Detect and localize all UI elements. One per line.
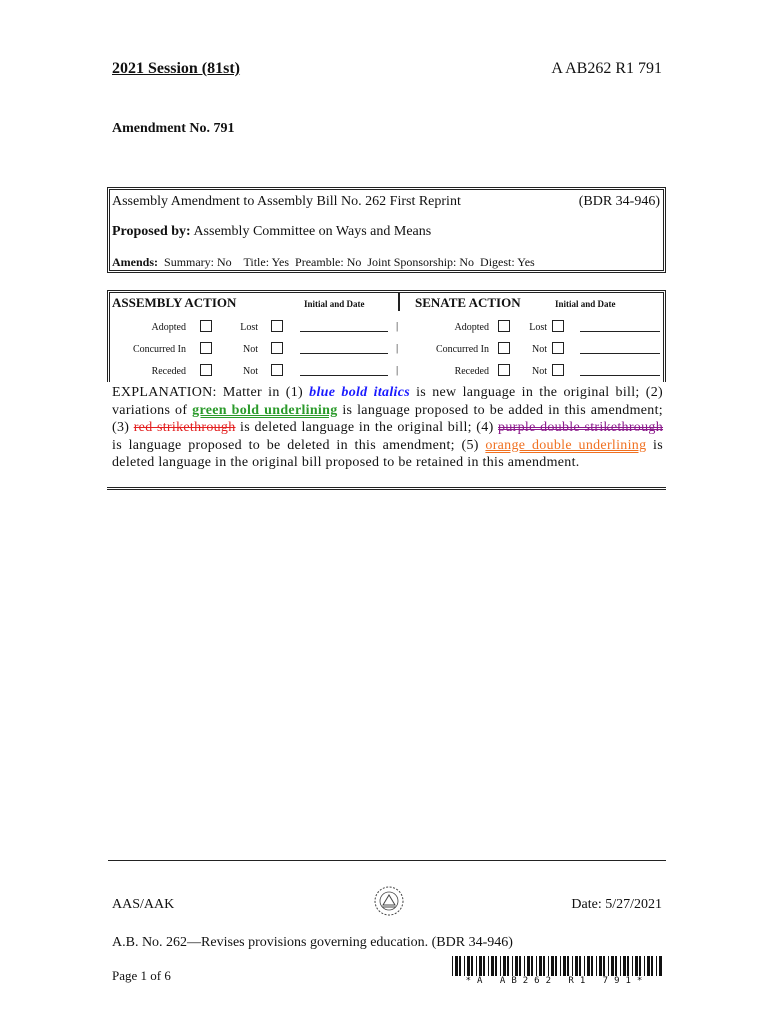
senate-initial-line	[580, 375, 660, 376]
document-code: A AB262 R1 791	[551, 60, 662, 77]
explanation-rule	[107, 487, 666, 491]
barcode-stripe	[459, 956, 461, 976]
senate-action-title: SENATE ACTION	[415, 295, 521, 310]
barcode-stripe	[584, 956, 585, 976]
orange-double-underline-sample: orange double underlining	[485, 437, 647, 453]
barcode-stripe	[464, 956, 465, 976]
barcode-icon	[452, 956, 662, 976]
explanation-text: is language proposed to be deleted in this amendment; (5)	[112, 437, 486, 453]
assembly-row-bar: |	[396, 364, 399, 376]
bill-description: A.B. No. 262—Revises provisions governing education. (BDR 34-946)	[112, 935, 513, 950]
barcode-stripe	[519, 956, 521, 976]
red-strikethrough-sample: red strikethrough	[133, 420, 236, 435]
assembly-adopted-label: Adopted	[151, 322, 186, 333]
assembly-not2-label: Not	[243, 366, 258, 377]
barcode-stripe	[488, 956, 489, 976]
barcode-stripe	[647, 956, 650, 976]
barcode-stripe	[627, 956, 629, 976]
action-divider	[398, 293, 400, 311]
barcode-stripe	[608, 956, 609, 976]
barcode-stripe	[543, 956, 545, 976]
explanation-paragraph	[112, 384, 663, 472]
proposed-by-label: Proposed by:	[112, 224, 191, 239]
assembly-initial-line	[300, 353, 388, 354]
barcode-stripe	[539, 956, 542, 976]
barcode-stripe	[536, 956, 537, 976]
barcode-stripe	[512, 956, 513, 976]
barcode-stripe	[479, 956, 482, 976]
assembly-lost-checkbox[interactable]	[271, 320, 283, 332]
proposed-by-value: Assembly Committee on Ways and Means	[193, 224, 432, 239]
barcode-stripe	[524, 956, 525, 976]
barcode-stripe	[483, 956, 485, 976]
barcode-stripe	[575, 956, 578, 976]
barcode-stripe	[659, 956, 662, 976]
barcode-stripe	[587, 956, 590, 976]
senate-not-label: Not	[532, 344, 547, 355]
assembly-row-bar: |	[396, 320, 399, 332]
barcode-stripe	[548, 956, 549, 976]
barcode-stripe	[599, 956, 602, 976]
proposed-by	[112, 224, 431, 240]
assembly-initial-line	[300, 331, 388, 332]
barcode-stripe	[615, 956, 617, 976]
senate-initial-line	[580, 353, 660, 354]
explanation-text: is deleted language in the original bill proposed to be retained in this amendment.	[112, 437, 663, 470]
senate-concurred-label: Concurred In	[435, 344, 489, 355]
assembly-action-title: ASSEMBLY ACTION	[112, 295, 237, 310]
senate-adopted-label: Adopted	[454, 322, 489, 333]
assembly-lost-label: Lost	[240, 322, 258, 333]
barcode-stripe	[596, 956, 597, 976]
barcode-stripe	[639, 956, 641, 976]
explanation-text: EXPLANATION: Matter in (1)	[112, 385, 310, 400]
assembly-initial-line	[300, 375, 388, 376]
senate-initial-line	[580, 331, 660, 332]
assembly-not2-checkbox[interactable]	[271, 364, 283, 376]
bdr-number: (BDR 34-946)	[578, 194, 660, 209]
barcode-stripe	[507, 956, 509, 976]
barcode-stripe	[563, 956, 566, 976]
blue-italics-sample: blue bold italics	[309, 385, 410, 400]
amends-label: Amends:	[112, 255, 159, 269]
barcode-stripe	[455, 956, 458, 976]
senate-lost-label: Lost	[529, 322, 547, 333]
assembly-row-bar: |	[396, 342, 399, 354]
barcode-stripe	[603, 956, 605, 976]
senate-not2-label: Not	[532, 366, 547, 377]
assembly-not-checkbox[interactable]	[271, 342, 283, 354]
barcode-stripe	[495, 956, 497, 976]
barcode-stripe	[467, 956, 470, 976]
amends-value: Summary: No Title: Yes Preamble: No Joint Sponsorship: No Digest: Yes	[158, 255, 535, 269]
explanation-text: is language proposed to be added in this amendment; (3)	[112, 402, 663, 435]
barcode-stripe	[591, 956, 593, 976]
barcode-stripe	[515, 956, 518, 976]
barcode-stripe	[560, 956, 561, 976]
barcode-stripe	[531, 956, 533, 976]
barcode-text: *A AB262 R1 791*	[465, 976, 649, 986]
barcode-stripe	[452, 956, 453, 976]
barcode-stripe	[551, 956, 554, 976]
green-underline-sample: green bold underlining	[192, 402, 338, 418]
senate-lost-checkbox[interactable]	[552, 320, 564, 332]
session-title: 2021 Session (81st)	[112, 60, 241, 77]
purple-double-strike-sample: purple double strikethrough	[498, 420, 664, 435]
barcode-stripe	[620, 956, 621, 976]
barcode-stripe	[656, 956, 657, 976]
barcode-stripe	[555, 956, 557, 976]
footer-initials: AAS/AAK	[112, 897, 175, 912]
barcode-stripe	[527, 956, 530, 976]
barcode-stripe	[635, 956, 638, 976]
assembly-not-label: Not	[243, 344, 258, 355]
amendment-title: Assembly Amendment to Assembly Bill No. 262 First Reprint	[112, 194, 461, 209]
explanation-text: is deleted language in the original bill; (4)	[235, 420, 499, 435]
state-seal-icon	[373, 885, 405, 917]
barcode-stripe	[476, 956, 477, 976]
amends-line	[112, 255, 535, 270]
senate-receded-label: Receded	[454, 366, 489, 377]
senate-not2-checkbox[interactable]	[552, 364, 564, 376]
barcode-stripe	[572, 956, 573, 976]
barcode-stripe	[567, 956, 569, 976]
barcode-stripe	[491, 956, 494, 976]
senate-initial-label: Initial and Date	[555, 299, 616, 309]
page-number: Page 1 of 6	[112, 968, 171, 983]
senate-not-checkbox[interactable]	[552, 342, 564, 354]
amendment-number: Amendment No. 791	[112, 121, 235, 136]
barcode-stripe	[503, 956, 506, 976]
barcode-stripe	[471, 956, 473, 976]
explanation-text: is new language in the original bill; (2) variations of	[112, 385, 663, 418]
barcode-stripe	[651, 956, 653, 976]
barcode-stripe	[623, 956, 626, 976]
barcode-stripe	[611, 956, 614, 976]
barcode-stripe	[500, 956, 501, 976]
barcode-stripe	[632, 956, 633, 976]
assembly-initial-label: Initial and Date	[304, 299, 365, 309]
assembly-concurred-label: Concurred In	[132, 344, 186, 355]
barcode-stripe	[644, 956, 645, 976]
footer-rule	[108, 860, 666, 861]
footer-date: Date: 5/27/2021	[571, 897, 662, 912]
barcode-stripe	[579, 956, 581, 976]
assembly-receded-label: Receded	[151, 366, 186, 377]
